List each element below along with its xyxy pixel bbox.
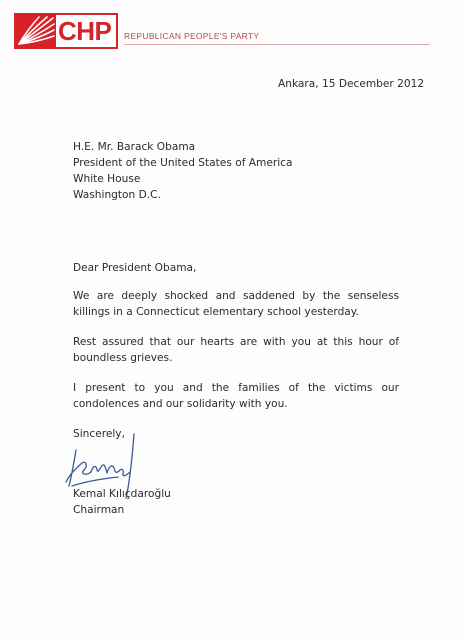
- body-paragraph: We are deeply shocked and saddened by the senseless killings in a Connecticut elementary school yesterday.: [73, 290, 399, 318]
- party-name: REPUBLICAN PEOPLE'S PARTY: [124, 31, 260, 41]
- signer-name: Kemal Kılıçdaroğlu: [73, 488, 171, 500]
- letterhead-divider: [124, 44, 430, 45]
- closing: Sincerely,: [73, 428, 125, 440]
- signer-title: Chairman: [73, 504, 125, 516]
- recipient-line: H.E. Mr. Barack Obama: [73, 141, 196, 153]
- body-paragraph: Rest assured that our hearts are with you at this hour of boundless grieves.: [73, 336, 399, 364]
- recipient-line: President of the United States of America: [73, 157, 293, 169]
- recipient-line: Washington D.C.: [73, 189, 161, 201]
- body-paragraph: I present to you and the families of the victims our condolences and our solidarity with you.: [73, 382, 399, 410]
- logo-text: CHP: [58, 16, 112, 46]
- chp-logo: [14, 13, 118, 49]
- salutation: Dear President Obama,: [73, 262, 197, 274]
- letter-date: Ankara, 15 December 2012: [278, 78, 425, 90]
- recipient-line: White House: [73, 173, 141, 185]
- six-arrows-emblem-icon: [16, 15, 56, 47]
- recipient-address: [73, 139, 293, 203]
